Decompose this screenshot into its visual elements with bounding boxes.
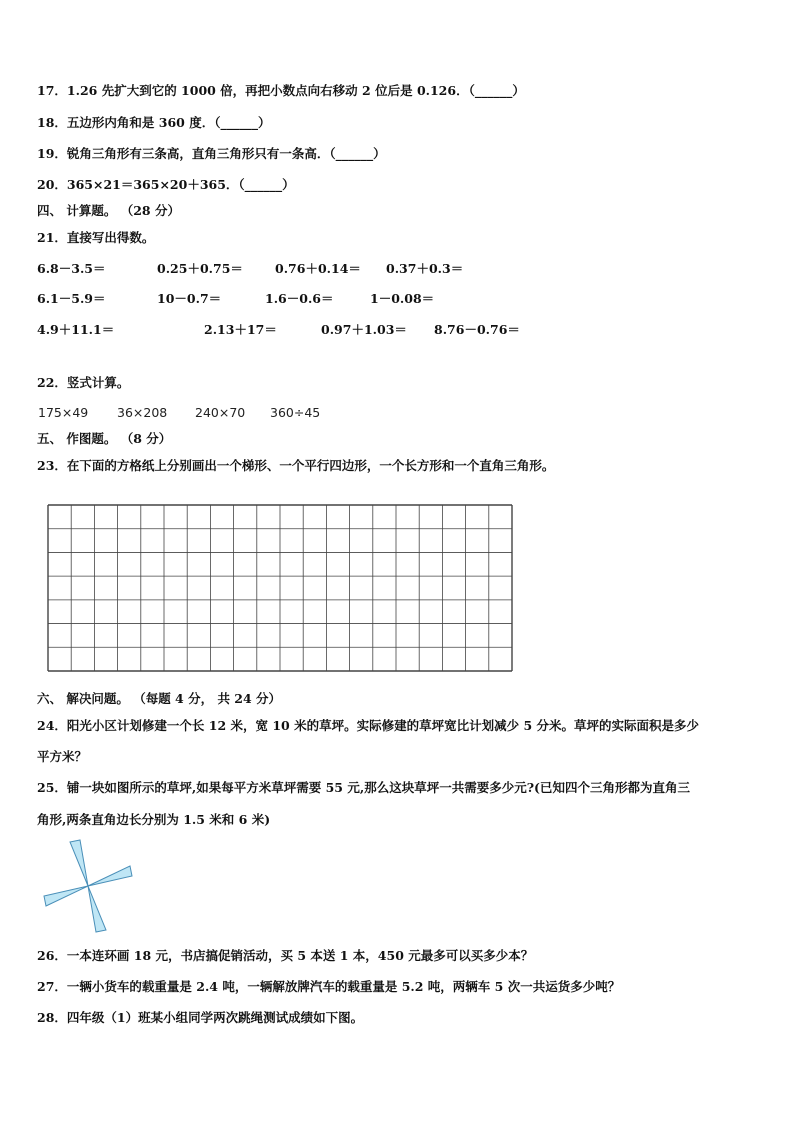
calc-item: 0.97＋1.03＝: [321, 322, 407, 337]
calc-item: 6.1－5.9＝: [37, 291, 106, 306]
vertical-calc-item: 240×70: [195, 405, 246, 420]
section-5-heading: 五、 作图题。 （8 分）: [37, 431, 172, 446]
calc-item: 2.13＋17＝: [204, 322, 277, 337]
triangle-blade-top: [70, 840, 88, 886]
question-18: 18．五边形内角和是 360 度．（______）: [37, 115, 271, 130]
question-26: 26．一本连环画 18 元，书店搞促销活动，买 5 本送 1 本，450 元最多可以买多少本？: [37, 948, 534, 963]
calc-item: 0.25＋0.75＝: [157, 261, 243, 276]
triangle-blade-left: [44, 886, 88, 906]
question-23: 23．在下面的方格纸上分别画出一个梯形、一个平行四边形，一个长方形和一个直角三角形。: [37, 458, 555, 473]
question-21: 21．直接写出得数。: [37, 230, 155, 245]
vertical-calc-item: 175×49: [38, 405, 89, 420]
calc-item: 4.9＋11.1＝: [37, 322, 115, 337]
question-17: 17．1.26 先扩大到它的 1000 倍，再把小数点向右移动 2 位后是 0.126．（______）: [37, 83, 525, 98]
question-19: 19．锐角三角形有三条高，直角三角形只有一条高．（______）: [37, 146, 386, 161]
question-28: 28．四年级（1）班某小组同学两次跳绳测试成绩如下图。: [37, 1010, 364, 1025]
question-24-line-1: 24．阳光小区计划修建一个长 12 米，宽 10 米的草坪。实际修建的草坪宽比计划减少 5 分米。草坪的实际面积是多少: [37, 718, 699, 733]
calc-item: 6.8－3.5＝: [37, 261, 106, 276]
triangle-blade-right: [88, 866, 132, 886]
calc-item: 0.37＋0.3＝: [386, 261, 464, 276]
question-25-line-1: 25．铺一块如图所示的草坪,如果每平方米草坪需要 55 元,那么这块草坪一共需要多少元?(已知四个三角形都为直角三: [37, 780, 690, 795]
section-4-heading: 四、 计算题。 （28 分）: [37, 203, 180, 218]
calc-item: 1－0.08＝: [370, 291, 435, 306]
question-24-line-2: 平方米？: [37, 749, 88, 764]
calc-item: 0.76＋0.14＝: [275, 261, 361, 276]
calc-item: 1.6－0.6＝: [265, 291, 334, 306]
question-22: 22．竖式计算。: [37, 375, 130, 390]
calc-item: 8.76－0.76＝: [434, 322, 520, 337]
graph-paper-grid: [46, 503, 514, 673]
triangle-blade-bottom: [88, 886, 106, 932]
question-25-line-2: 角形,两条直角边长分别为 1.5 米和 6 米): [37, 812, 271, 827]
section-6-heading: 六、 解决问题。 （每题 4 分， 共 24 分）: [37, 691, 282, 706]
vertical-calc-item: 36×208: [117, 405, 168, 420]
question-27: 27．一辆小货车的载重量是 2.4 吨，一辆解放牌汽车的载重量是 5.2 吨，两辆车 5 次一共运货多少吨？: [37, 979, 621, 994]
calc-item: 10－0.7＝: [157, 291, 222, 306]
pinwheel-lawn-figure: [36, 838, 136, 938]
vertical-calc-item: 360÷45: [270, 405, 321, 420]
question-20: 20．365×21＝365×20＋365．（______）: [37, 177, 295, 192]
